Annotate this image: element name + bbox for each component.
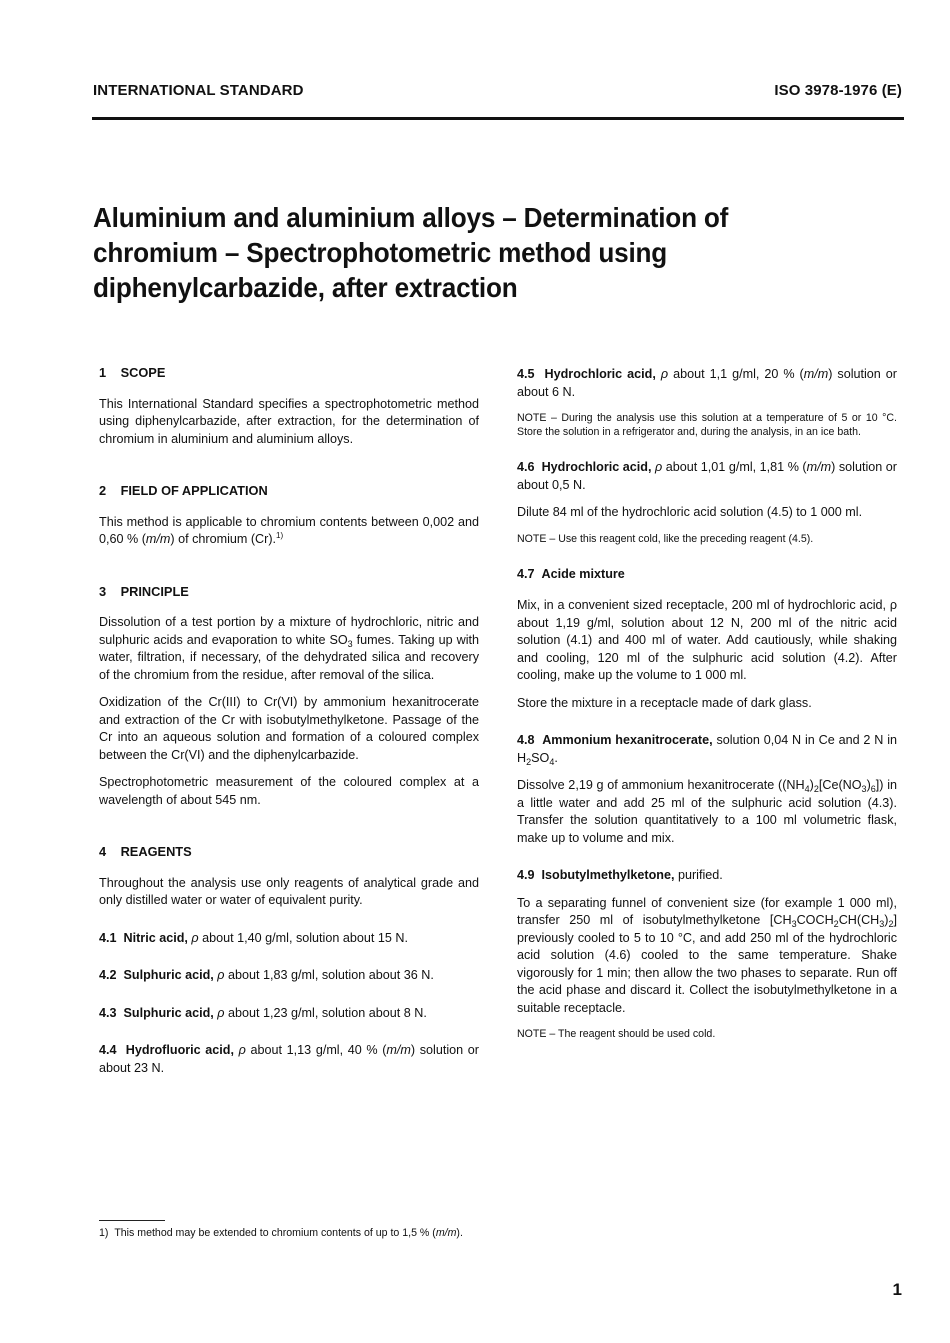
- section-heading-reagents: 4 REAGENTS: [99, 844, 192, 859]
- footnote: 1) This method may be extended to chromium contents of up to 1,5 % (m/m).: [99, 1227, 463, 1239]
- footnote-ref[interactable]: 1): [276, 530, 284, 540]
- reagent-4-8: 4.8 Ammonium hexanitrocerate, solution 0,04 N in Ce and 2 N in $H_2SO_4$.: [517, 733, 897, 767]
- reagent-4-7-text: Mix, in a convenient sized receptacle, 200 ml of hydrochloric acid, ρ about 1,19 g/ml, solution about 12 N, 200 ml of the nitric acid solution (4.1) and 400 ml of water. Add cautiously, while shaking and cooling, 120 ml of the sulphuric acid solution (4.2). After cooling, make up the volume to 1 000 ml.: [517, 598, 897, 682]
- title-line: chromium – Spectrophotometric method using: [93, 237, 668, 268]
- reagent-4-7-heading: 4.7 Acide mixture: [517, 566, 625, 581]
- reagents-intro: Throughout the analysis use only reagents of analytical grade and only distilled water or water of equivalent purity.: [99, 875, 479, 907]
- reagent-4-3: 4.3 Sulphuric acid, ρ about 1,23 g/ml, solution about 8 N.: [99, 1005, 427, 1020]
- reagent-4-2: 4.2 Sulphuric acid, ρ about 1,83 g/ml, solution about 36 N.: [99, 968, 434, 982]
- title-line: diphenylcarbazide, after extraction: [93, 272, 518, 303]
- reagent-4-8-text: Dissolve 2,19 g of ammonium hexanitrocerate $((NH_4)_2[Ce(NO_3)_6])$ in a little water and add 25 ml of the sulphuric acid solution (4.3). Transfer the solution quantitatively to a 100 ml volumetric flask, make up to volume and mix.: [517, 778, 897, 845]
- reagent-4-1: 4.1 Nitric acid, ρ about 1,40 g/ml, solution about 15 N.: [99, 930, 408, 945]
- header-document-id: ISO 3978-1976 (E): [774, 82, 902, 99]
- principle-para-3: Spectrophotometric measurement of the coloured complex at a wavelength of about 545 nm.: [99, 775, 479, 807]
- header-standard-label: INTERNATIONAL STANDARD: [93, 82, 304, 99]
- reagent-4-7-text2: Store the mixture in a receptacle made of dark glass.: [517, 695, 812, 710]
- reagent-4-9-text: To a separating funnel of convenient size (for example 1 000 ml), transfer 250 ml of isobutylmethylketone $[CH_3COCH_2CH(CH_3)_2]$ previously cooled to 5 to 10 °C, and add 250 ml of the hydrochloric acid solution (4.6) cooled to the same temperature. Shake vigorously for 1 min; then allow the two phases to separate. Run off the acid phase and discard it. Collect the isobutylmethylketone in a suitable receptacle.: [517, 895, 897, 1015]
- reagent-4-6-text: Dilute 84 ml of the hydrochloric acid solution (4.5) to 1 000 ml.: [517, 505, 863, 519]
- page-number: 1: [892, 1280, 902, 1299]
- section-heading-field: 2 FIELD OF APPLICATION: [99, 483, 268, 498]
- header-rule: [92, 117, 904, 120]
- reagent-4-9-note: NOTE – The reagent should be used cold.: [517, 1028, 716, 1040]
- scope-text: This International Standard specifies a spectrophotometric method using diphenylcarbazide, after extraction, for the determination of chromium in aluminium and aluminium alloys.: [99, 396, 479, 446]
- principle-para-1: Dissolution of a test portion by a mixture of hydrochloric, nitric and sulphuric acids and evaporation to white $SO_3$ fumes. Taking up with water, filtration, if necessary, of the dehydrated silica and recovery of the chromium from the residue, after removal of the silica.: [99, 615, 479, 682]
- principle-para-2: Oxidization of the Cr(III) to Cr(VI) by ammonium hexanitrocerate and extraction of the Cr with isobutylmethylketone. Passage of the Cr into an aqueous solution and formation of a coloured complex between the Cr(VI) and the diphenylcarbazide.: [99, 695, 479, 762]
- reagent-4-6-note: NOTE – Use this reagent cold, like the preceding reagent (4.5).: [517, 532, 814, 545]
- footnote-rule: [99, 1220, 165, 1221]
- reagent-4-6: 4.6 Hydrochloric acid, ρ about 1,01 g/ml, 1,81 % (m/m) solution or about 0,5 N.: [517, 460, 897, 492]
- field-text: This method is applicable to chromium contents between 0,002 and 0,60 % (m/m) of chromium (Cr).$^{1)}$: [99, 514, 479, 546]
- title-line: Aluminium and aluminium alloys – Determination of: [93, 202, 729, 233]
- reagent-4-5-note: NOTE – During the analysis use this solution at a temperature of 5 or 10 °C. Store the solution in a refrigerator and, during the analysis, in an ice bath.: [517, 412, 897, 438]
- document-title: [93, 200, 815, 305]
- reagent-4-9: 4.9 Isobutylmethylketone, purified.: [517, 868, 723, 882]
- right-column: [517, 366, 897, 1051]
- section-heading-principle: 3 PRINCIPLE: [99, 583, 189, 599]
- reagent-4-4: 4.4 Hydrofluoric acid, ρ about 1,13 g/ml, 40 % (m/m) solution or about 23 N.: [99, 1043, 479, 1075]
- reagent-4-5: 4.5 Hydrochloric acid, ρ about 1,1 g/ml, 20 % (m/m) solution or about 6 N.: [517, 367, 897, 399]
- section-heading-scope: 1 SCOPE: [99, 365, 166, 380]
- left-column: [99, 364, 479, 1087]
